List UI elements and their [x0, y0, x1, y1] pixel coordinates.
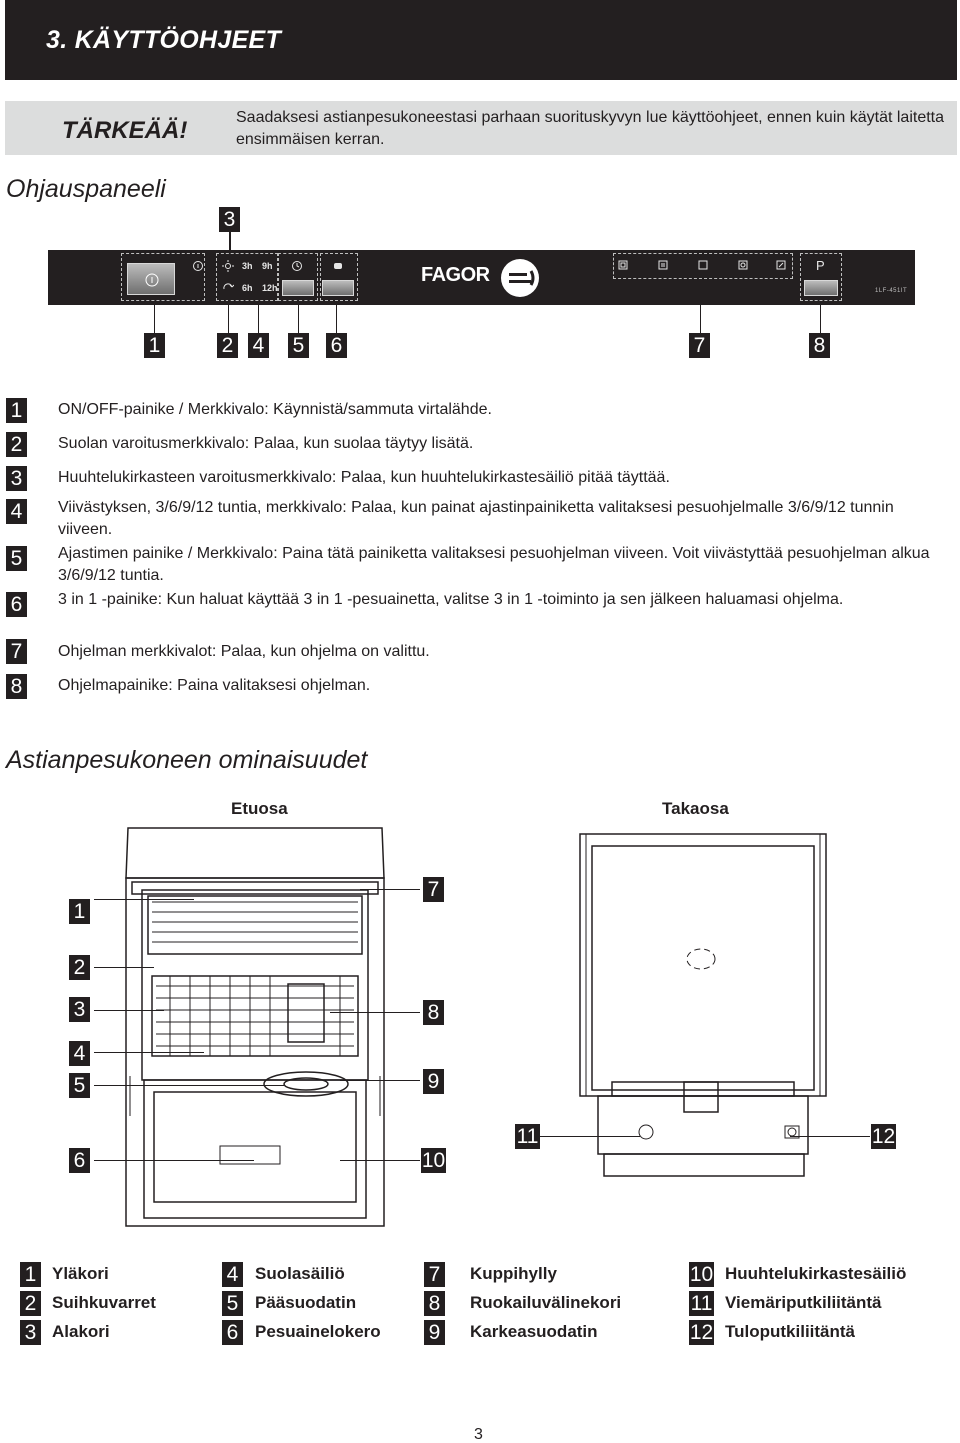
legend-number-badge: 1: [20, 1262, 41, 1287]
item-number-badge: 6: [6, 592, 27, 617]
program-button: [804, 280, 838, 296]
clock-icon: [291, 260, 303, 272]
delay-12h-label: 12h: [262, 283, 278, 293]
callout-badge: 5: [288, 333, 309, 358]
item-description: Suolan varoitusmerkkivalo: Palaa, kun suolaa täytyy lisätä.: [58, 435, 474, 452]
item-description: ON/OFF-painike / Merkkivalo: Käynnistä/sammuta virtalähde.: [58, 401, 492, 418]
legend-label: Kuppihylly: [470, 1264, 557, 1283]
legend-number-badge: 11: [690, 1292, 713, 1315]
delay-3h-label: 3h: [242, 261, 253, 271]
callout-badge: 6: [326, 333, 347, 358]
callout-line: [360, 889, 420, 890]
legend-number-badge: 4: [222, 1262, 243, 1287]
delay-9h-label: 9h: [262, 261, 273, 271]
legend-label: Pääsuodatin: [255, 1293, 357, 1312]
item-description: Ajastimen painike / Merkkivalo: Paina tätä painiketta valitaksesi pesuohjelman viiveen. Voit viivästyttää pesuohjelman alkua 3/6/9/12 tuntia.: [58, 545, 930, 584]
callout-badge: 2: [69, 955, 90, 980]
callout-line: [228, 300, 229, 333]
power-icon: [128, 264, 176, 296]
delay-button: [282, 280, 314, 296]
section-title: 3. KÄYTTÖOHJEET: [46, 26, 282, 54]
item-number-badge: 4: [6, 499, 27, 524]
item-description: 3 in 1 -painike: Kun haluat käyttää 3 in 1 -pesuainetta, valitse 3 in 1 -toiminto ja sen jälkeen haluamasi ohjelma.: [58, 591, 844, 608]
delay-6h-label: 6h: [242, 283, 253, 293]
notice-text: Saadaksesi astianpesukoneestasi parhaan suorituskyvyn lue käyttöohjeet, ennen kuin käytät laitetta ensimmäisen kerran.: [236, 109, 944, 148]
item-description: Huuhtelukirkasteen varoitusmerkkivalo: Palaa, kun huuhtelukirkastesäiliö pitää täyttää.: [58, 469, 670, 486]
control-panel-heading: Ohjauspaneeli: [6, 175, 166, 203]
callout-badge: 5: [69, 1073, 90, 1098]
item-number-badge: 1: [6, 398, 27, 423]
callout-line: [340, 1080, 420, 1081]
legend-number-badge: 6: [222, 1320, 243, 1345]
model-label: 1LF-451IT: [875, 288, 908, 294]
item-number-badge: 2: [6, 432, 27, 457]
callout-line: [330, 1012, 420, 1013]
callout-line: [154, 305, 155, 333]
brand-logo-text: FAGOR: [421, 264, 490, 286]
program-glyph: P: [816, 258, 825, 273]
legend-number-badge: 8: [424, 1291, 445, 1316]
legend-label: Pesuainelokero: [255, 1322, 381, 1341]
callout-line: [540, 1136, 640, 1137]
tablet-icon: [332, 260, 344, 272]
callout-line: [94, 1160, 254, 1161]
legend-label: Huuhtelukirkastesäiliö: [725, 1264, 907, 1283]
program-eco-icon: [698, 260, 708, 270]
legend-number-badge: 2: [20, 1291, 41, 1316]
item-number-badge: 3: [6, 466, 27, 491]
callout-line: [94, 967, 154, 968]
program-intensive-icon: [618, 260, 628, 270]
item-number-badge: 7: [6, 639, 27, 664]
callout-badge: 6: [69, 1148, 90, 1173]
callout-badge: 7: [689, 333, 710, 358]
page-number: 3: [474, 1426, 483, 1443]
callout-line: [790, 1136, 870, 1137]
callout-line: [298, 305, 299, 333]
program-normal-icon: [658, 260, 668, 270]
legend-label: Viemäriputkiliitäntä: [725, 1293, 882, 1312]
legend-number-badge: 10: [689, 1263, 714, 1286]
item-description: Ohjelman merkkivalot: Palaa, kun ohjelma on valittu.: [58, 643, 430, 660]
item-number-badge: 5: [6, 546, 27, 571]
callout-line: [94, 899, 194, 900]
legend-label: Yläkori: [52, 1264, 109, 1283]
callout-badge: 4: [248, 333, 269, 358]
features-heading: Astianpesukoneen ominaisuudet: [6, 746, 368, 774]
callout-line: [700, 282, 701, 333]
callout-line: [94, 1085, 284, 1086]
important-notice: [5, 101, 957, 155]
back-view-label: Takaosa: [662, 799, 729, 818]
callout-badge: 3: [69, 997, 90, 1022]
dishwasher-back-illustration: [578, 832, 828, 1182]
program-glass-icon: [738, 260, 748, 270]
legend-number-badge: 12: [689, 1321, 714, 1344]
callout-badge: 1: [69, 899, 90, 924]
rinse-aid-icon: [222, 260, 234, 272]
callout-badge: 12: [871, 1125, 896, 1148]
legend-label: Suihkuvarret: [52, 1293, 156, 1312]
legend-number-badge: 7: [424, 1262, 445, 1287]
item-number-badge: 8: [6, 674, 27, 699]
callout-line: [340, 1160, 420, 1161]
legend-label: Tuloputkiliitäntä: [725, 1322, 856, 1341]
callout-line: [94, 1010, 164, 1011]
salt-icon: [222, 282, 234, 294]
callout-line: [820, 305, 821, 333]
three-in-one-button: [322, 280, 354, 296]
callout-line: [94, 1052, 204, 1053]
control-panel-image: [48, 250, 915, 305]
item-description: Ohjelmapainike: Paina valitaksesi ohjelman.: [58, 677, 371, 694]
callout-badge: 9: [423, 1069, 444, 1094]
legend-label: Karkeasuodatin: [470, 1322, 598, 1341]
callout-line: [336, 305, 337, 333]
callout-badge: 3: [219, 207, 240, 232]
callout-badge: 11: [516, 1125, 539, 1148]
callout-badge: 4: [69, 1041, 90, 1066]
legend-number-badge: 3: [20, 1320, 41, 1345]
callout-badge: 2: [217, 333, 238, 358]
power-button: [127, 263, 175, 295]
item-description: Viivästyksen, 3/6/9/12 tuntia, merkkivalo: Palaa, kun painat ajastinpainiketta valitaksesi pesuohjelmalle 3/6/9/12 tunnin viiveen.: [58, 499, 894, 538]
notice-label: TÄRKEÄÄ!: [62, 117, 188, 144]
callout-badge: 1: [144, 333, 165, 358]
callout-line: [258, 305, 259, 333]
section-header-bar: [5, 0, 957, 80]
legend-label: Alakori: [52, 1322, 110, 1341]
program-rapid-icon: [776, 260, 786, 270]
legend-number-badge: 5: [222, 1291, 243, 1316]
callout-badge: 10: [421, 1149, 446, 1172]
dishwasher-front-illustration: [120, 826, 390, 1228]
legend-label: Suolasäiliö: [255, 1264, 345, 1283]
front-view-label: Etuosa: [231, 799, 288, 818]
legend-number-badge: 9: [424, 1320, 445, 1345]
brand-logo-icon: [501, 259, 539, 297]
callout-badge: 8: [423, 1000, 444, 1025]
callout-badge: 8: [809, 333, 830, 358]
on-indicator-icon: [192, 260, 204, 272]
legend-label: Ruokailuvälinekori: [470, 1293, 622, 1312]
callout-badge: 7: [423, 877, 444, 902]
